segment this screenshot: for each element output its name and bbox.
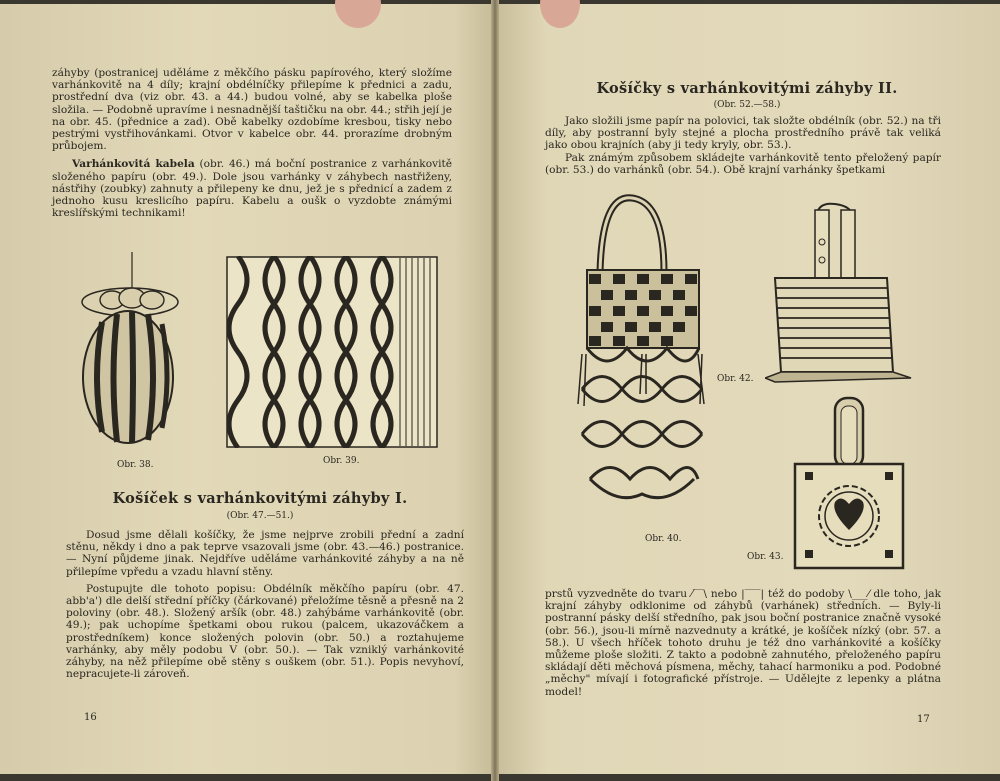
section-title-1: Košíček s varhánkovitými záhyby I. — [112, 490, 408, 507]
kabela-text: (obr. 46.) má boční postranice z varhánkovitě složeného papíru (obr. 49.). Dole jsou varhánky v záhybech nastřiženy, nástřihy (zoubky) zahnuty a přilepeny ke dnu, jež je s přednicí a zadem z jednoho kusu kreslicího papíru. Kabelu a oušk o vyzdobte známými kreslířskými technikami! — [52, 158, 452, 220]
right-subtitle: (Obr. 52.—58.) — [713, 100, 781, 110]
figure-40-caption: Obr. 40. — [645, 534, 682, 544]
figure-43-caption: Obr. 43. — [747, 552, 784, 562]
figure-42-box-basket — [765, 202, 913, 384]
paragraph-2: Postupujte dle tohoto popisu: Obdélník měkčího papíru (obr. 47. abb'a') dle delší střední příčky (čárkované) přeložíme těsně a přesně na 2 poloviny (obr. 48.). Složený aršík (obr. 48.) zahýbáme varhánkovitě (obr. 49.); pak uchopíme špetkami obou rukou (palcem, ukazováčkem a prostředníkem) konce složených polovin (obr. 50.) a roztahujeme varhánky, aby měly podobu V (obr. 50.). — Tak vzniklý varhánkovité záhyby, na něž přilepíme obě stěny s ouškem (obr. 51.). Popis nevyhoví, nepracujete-li zároveň. — [66, 582, 464, 681]
figure-39-caption: Obr. 39. — [323, 456, 360, 466]
section-body-1 — [66, 529, 464, 680]
right-title: Košíčky s varhánkovitými záhyby II. — [596, 80, 898, 97]
section-subtitle-1: (Obr. 47.—51.) — [226, 511, 294, 521]
left-page — [0, 4, 493, 774]
paragraph-1: Dosud jsme dělali košíčky, že jsme nejprve zrobili přední a zadní stěnu, někdy i dno a pak teprve vsazovali jsme (obr. 43.—46.) postranice. — Nyní půjdeme jinak. Nejdříve uděláme varhánkovité záhyby a na ně přilepíme vpředu a vzadu hlavní stěny. — [66, 529, 464, 578]
kabela-heading: Varhánkovitá kabela — [72, 158, 195, 171]
right-body-bottom — [545, 588, 941, 698]
right-paragraph-2: Pak známým způsobem skládejte varhánkovitě tento přeložený papír (obr. 53.) do varhánků (obr. 54.). Obě krajní varhánky špetkami — [545, 151, 941, 176]
figure-38-lantern — [72, 252, 202, 452]
intro-paragraph: záhyby (postranicej uděláme z měkčího pásku papírového, který složíme varhánkovitě na 4 díly; krajní obdélníčky přilepíme k přednici a zadu, prostřední dva (viz obr. 43. a 44.) budou volné, aby se kabelka ploše složila. — Podobně upravíme i nesnadnější taštičku na obr. 44.; střih její je na obr. 45. (přednice a zad). Obě kabelky ozdobíme kresbou, tisky nebo pestrými vystřihovánkami. Otvor v kabelce obr. 44. prorazíme drobným průbojem. Varhánkovitá kabela (obr. 46.) má boční postranice z varhánkovitě složeného papíru (obr. 49.). Dole jsou varhánky v záhybech nastřiženy, nástřihy (zoubky) zahnuty a přilepeny ke dnu, jež je s přednicí a zadem z jednoho kusu kreslicího papíru. Kabelu a oušk o vyzdobte známými kreslířskými technikami! — [52, 67, 452, 220]
figure-39-lattice — [226, 256, 438, 448]
page-number-left: 16 — [84, 712, 97, 723]
right-page — [497, 4, 1000, 774]
book-gutter — [491, 0, 499, 781]
right-body-top — [545, 115, 941, 176]
right-paragraph-3: prstů vyzvedněte do tvaru ⁄‾‾\ nebo |‾‾‾| též do podoby \___⁄ dle toho, jak krajní záhyby odklonime od záhybů (varhánek) středních. — Byly-li postranní pásky delší středního, pak jsou boční postranice značně vysoké (obr. 56.), jsou-li mírně nazvednuty a krátké, je košíček nízký (obr. 57. a 58.). U všech hříček tohoto druhu je též dno varhánkovité a košíčky můžeme ploše složiti. Z takto a podobně zahnutého, přeloženého papíru skládají děti měchová písmena, měchy, tahací harmoniku a pod. Podobné „měchy" mívají i fotografické přístroje. — Udělejte z lepenky a plátna model! — [545, 588, 941, 698]
right-paragraph-1: Jako složili jsme papír na polovici, tak složte obdélník (obr. 52.) na tři díly, aby postranní byly stejné a plocha prostředního právě tak veliká jako obou krajních (aby ji tedy kryly, obr. 53.). — [545, 115, 941, 152]
page-number-right: 17 — [917, 714, 930, 725]
figure-38-caption: Obr. 38. — [117, 460, 154, 470]
figure-43-heart-bag — [791, 394, 907, 572]
figure-42-caption: Obr. 42. — [717, 374, 754, 384]
figure-40-woven-basket — [572, 194, 712, 524]
